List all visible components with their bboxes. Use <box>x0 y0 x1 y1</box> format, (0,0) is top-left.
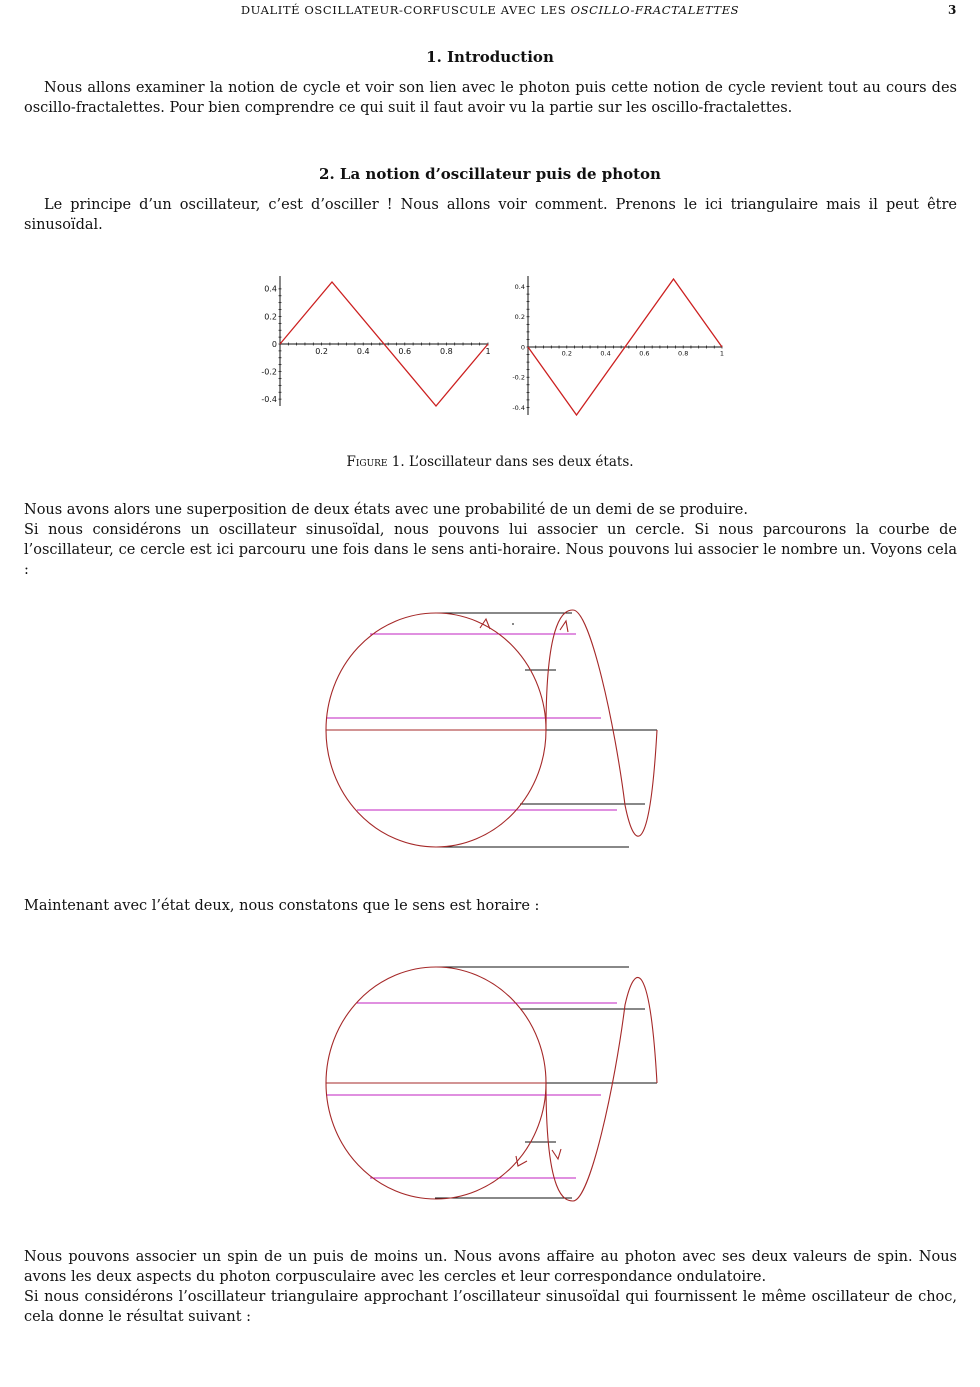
arrow-head <box>560 621 568 632</box>
figure-1-caption-text: L’oscillateur dans ses deux états. <box>408 454 634 470</box>
y-tick-label: -0.2 <box>512 373 525 382</box>
sinusoid-curve <box>546 610 657 836</box>
oscillator-chart-state-2 <box>510 268 735 423</box>
y-tick-label: 0 <box>520 343 525 352</box>
running-title-prefix: DUALITÉ OSCILLATEUR-CORFUSCULE AVEC LES <box>240 3 567 17</box>
x-tick-label: 0.4 <box>600 349 611 358</box>
section-2-paragraph <box>24 195 957 235</box>
y-tick-label: -0.2 <box>261 367 277 377</box>
state-2-paragraph <box>24 896 957 916</box>
sinusoid-curve <box>546 977 657 1201</box>
spin-paragraph <box>24 1247 957 1327</box>
circle-oscillator-diagram-clockwise <box>320 960 665 1210</box>
x-tick-label: 1 <box>719 349 725 358</box>
oscillator-chart-state-1 <box>255 268 500 418</box>
y-tick-label: 0.2 <box>514 313 525 322</box>
figure-1-caption <box>0 454 980 470</box>
page-number: 3 <box>948 3 957 17</box>
x-tick-label: 0.2 <box>561 349 572 358</box>
section-1-paragraph <box>24 78 957 118</box>
section-1-title: 1. Introduction <box>426 48 554 66</box>
state-2-text: Maintenant avec l’état deux, nous constatons que le sens est horaire : <box>24 898 540 914</box>
y-tick-label: -0.4 <box>261 394 277 404</box>
running-title-italic: OSCILLO-FRACTALETTES <box>570 3 740 17</box>
x-tick-label: 0.8 <box>678 349 689 358</box>
section-2-text: Le principe d’un oscillateur, c’est d’osciller ! Nous allons voir comment. Prenons le ici triangulaire mais il peut être sinusoïdal. <box>24 197 957 233</box>
running-head <box>0 3 980 17</box>
x-tick-label: 0.2 <box>315 347 328 356</box>
section-1-text: Nous allons examiner la notion de cycle et voir son lien avec le photon puis cette notion de cycle revient tout au cours des oscillo-fractalettes. Pour bien comprendre ce qui suit il faut avoir vu la partie sur les oscillo-fractalettes. <box>24 80 957 116</box>
y-tick-label: -0.4 <box>512 403 525 412</box>
y-tick-label: 0 <box>271 339 277 349</box>
y-tick-label: 0.4 <box>514 282 525 291</box>
superposition-line-2: Si nous considérons un oscillateur sinusoïdal, nous pouvons lui associer un cercle. Si nous parcourons la courbe de l’oscillateur, ce cercle est ici parcouru une fois dans le sens anti-horaire. Nous pouvons lui associer le nombre un. Voyons cela : <box>24 522 957 578</box>
y-tick-label: 0.4 <box>264 284 277 294</box>
dot <box>512 623 514 625</box>
arrow-head <box>552 1149 561 1159</box>
x-tick-label: 1 <box>485 347 491 356</box>
spin-line-1: Nous pouvons associer un spin de un puis de moins un. Nous avons affaire au photon avec ses deux valeurs de spin. Nous avons les deux aspects du photon corpusculaire avec les cercles et leur correspondance ondulatoire. <box>24 1249 957 1285</box>
y-tick-label: 0.2 <box>264 312 277 322</box>
circle-oscillator-diagram-anticlockwise <box>320 605 665 855</box>
section-2-title: 2. La notion d’oscillateur puis de photon <box>319 165 661 183</box>
x-tick-label: 0.8 <box>440 347 453 356</box>
x-tick-label: 0.6 <box>398 347 412 356</box>
superposition-paragraph <box>24 500 957 580</box>
spin-line-2: Si nous considérons l’oscillateur triangulaire approchant l’oscillateur sinusoïdal qui fournissent le même oscillateur de choc, cela donne le résultat suivant : <box>24 1289 957 1325</box>
x-tick-label: 0.4 <box>356 347 370 356</box>
superposition-line-1: Nous avons alors une superposition de deux états avec une probabilité de un demi de se produire. <box>24 502 748 518</box>
x-tick-label: 0.6 <box>639 349 650 358</box>
figure-1-label: Figure 1. <box>346 454 405 470</box>
